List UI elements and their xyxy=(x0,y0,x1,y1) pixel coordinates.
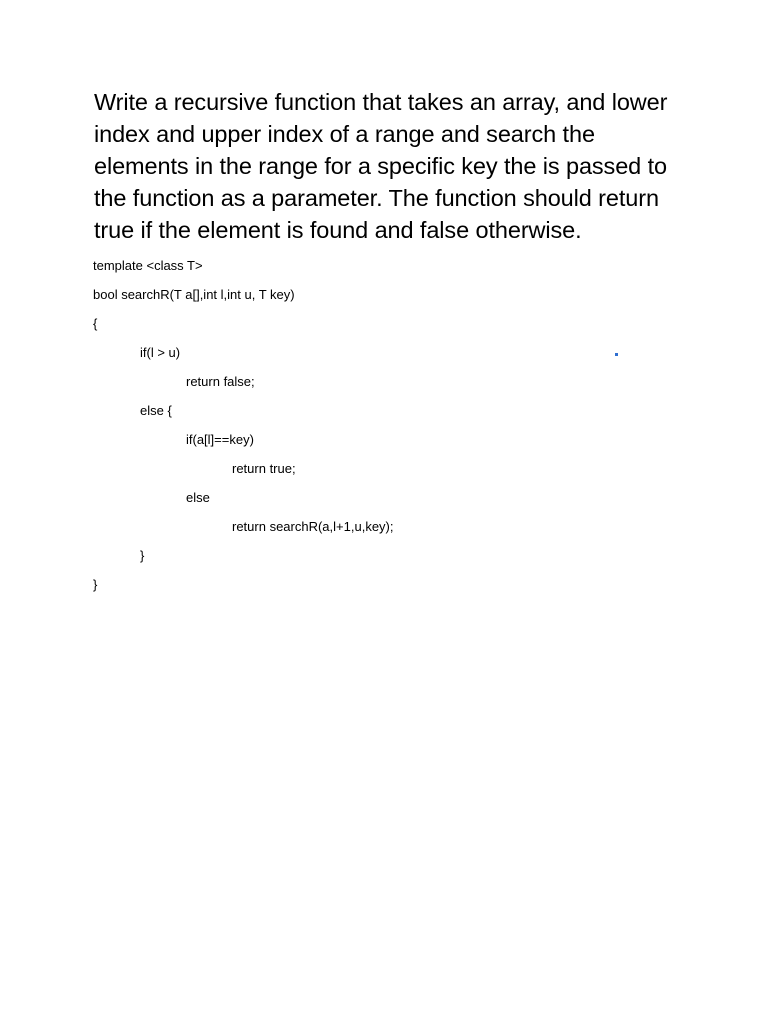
code-line: if(a[l]==key) xyxy=(186,432,254,447)
code-line: bool searchR(T a[],int l,int u, T key) xyxy=(93,287,295,302)
code-line: if(l > u) xyxy=(140,345,181,360)
code-line: { xyxy=(93,316,98,331)
cursor-marker xyxy=(615,353,618,356)
question-text: Write a recursive function that takes an array, and lower index and upper index of a range and search the elements in the range for a specific key the is passed to the function as a parameter. The function should return true if the element is found and false otherwise. xyxy=(94,89,668,243)
code-line: return searchR(a,l+1,u,key); xyxy=(232,519,394,534)
code-line: } xyxy=(93,577,98,592)
code-line: else xyxy=(186,490,210,505)
code-line: } xyxy=(140,548,145,563)
code-line: template <class T> xyxy=(93,258,203,273)
code-line: return true; xyxy=(232,461,296,476)
code-line: return false; xyxy=(186,374,255,389)
code-block xyxy=(93,256,713,604)
code-line: else { xyxy=(140,403,172,418)
